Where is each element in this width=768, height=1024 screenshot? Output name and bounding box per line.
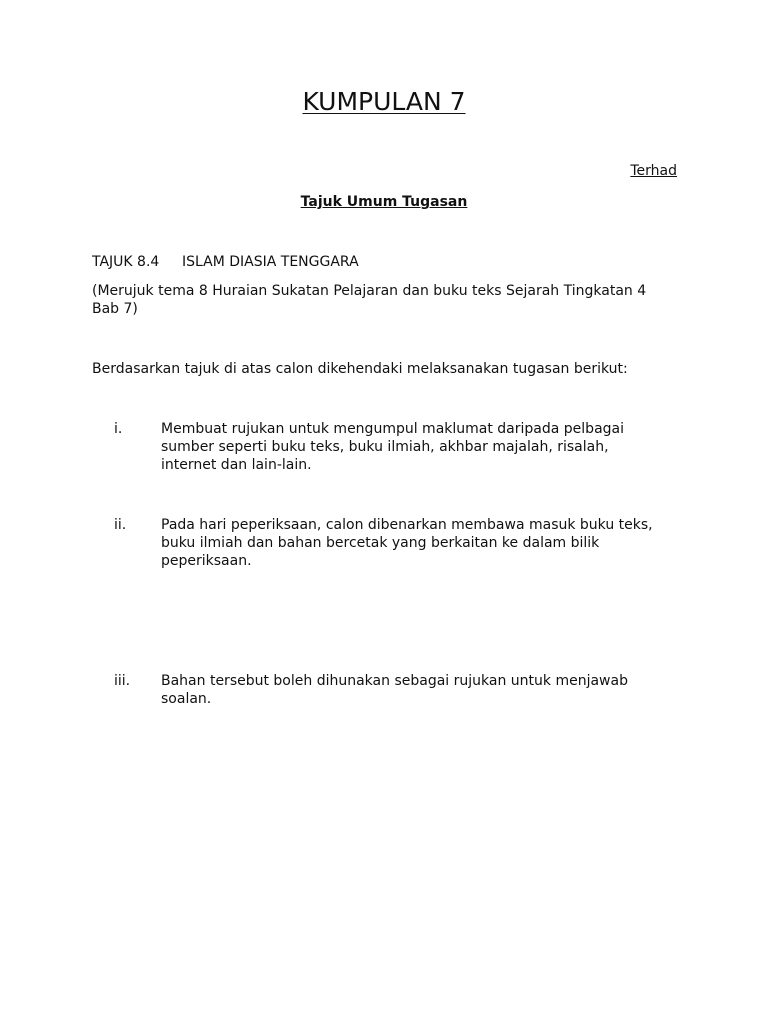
task-text: Bahan tersebut boleh dihunakan sebagai rujukan untuk menjawab soalan. [161, 673, 628, 707]
assignment-subtitle: Tajuk Umum Tugasan [300, 194, 468, 210]
task-number: ii. [114, 517, 127, 533]
page-title-text: KUMPULAN 7 [302, 87, 466, 116]
task-number: i. [114, 421, 123, 437]
task-number: iii. [114, 673, 131, 689]
task-text: Pada hari peperiksaan, calon dibenarkan membawa masuk buku teks, buku ilmiah dan bahan bercetak yang berkaitan ke dalam bilik peperiksaan. [161, 517, 653, 569]
topic-name: ISLAM DIASIA TENGGARA [182, 254, 359, 270]
topic-line [92, 253, 359, 271]
page-title [0, 86, 768, 118]
instructions-intro: Berdasarkan tajuk di atas calon dikehendaki melaksanakan tugasan berikut: [92, 361, 628, 377]
topic-code: TAJUK 8.4 [92, 254, 160, 270]
classification-label: Terhad [630, 163, 677, 179]
reference-note: (Merujuk tema 8 Huraian Sukatan Pelajaran dan buku teks Sejarah Tingkatan 4 Bab 7) [92, 283, 647, 317]
task-text: Membuat rujukan untuk mengumpul maklumat daripada pelbagai sumber seperti buku teks, buku ilmiah, akhbar majalah, risalah, internet dan lain-lain. [161, 421, 624, 473]
